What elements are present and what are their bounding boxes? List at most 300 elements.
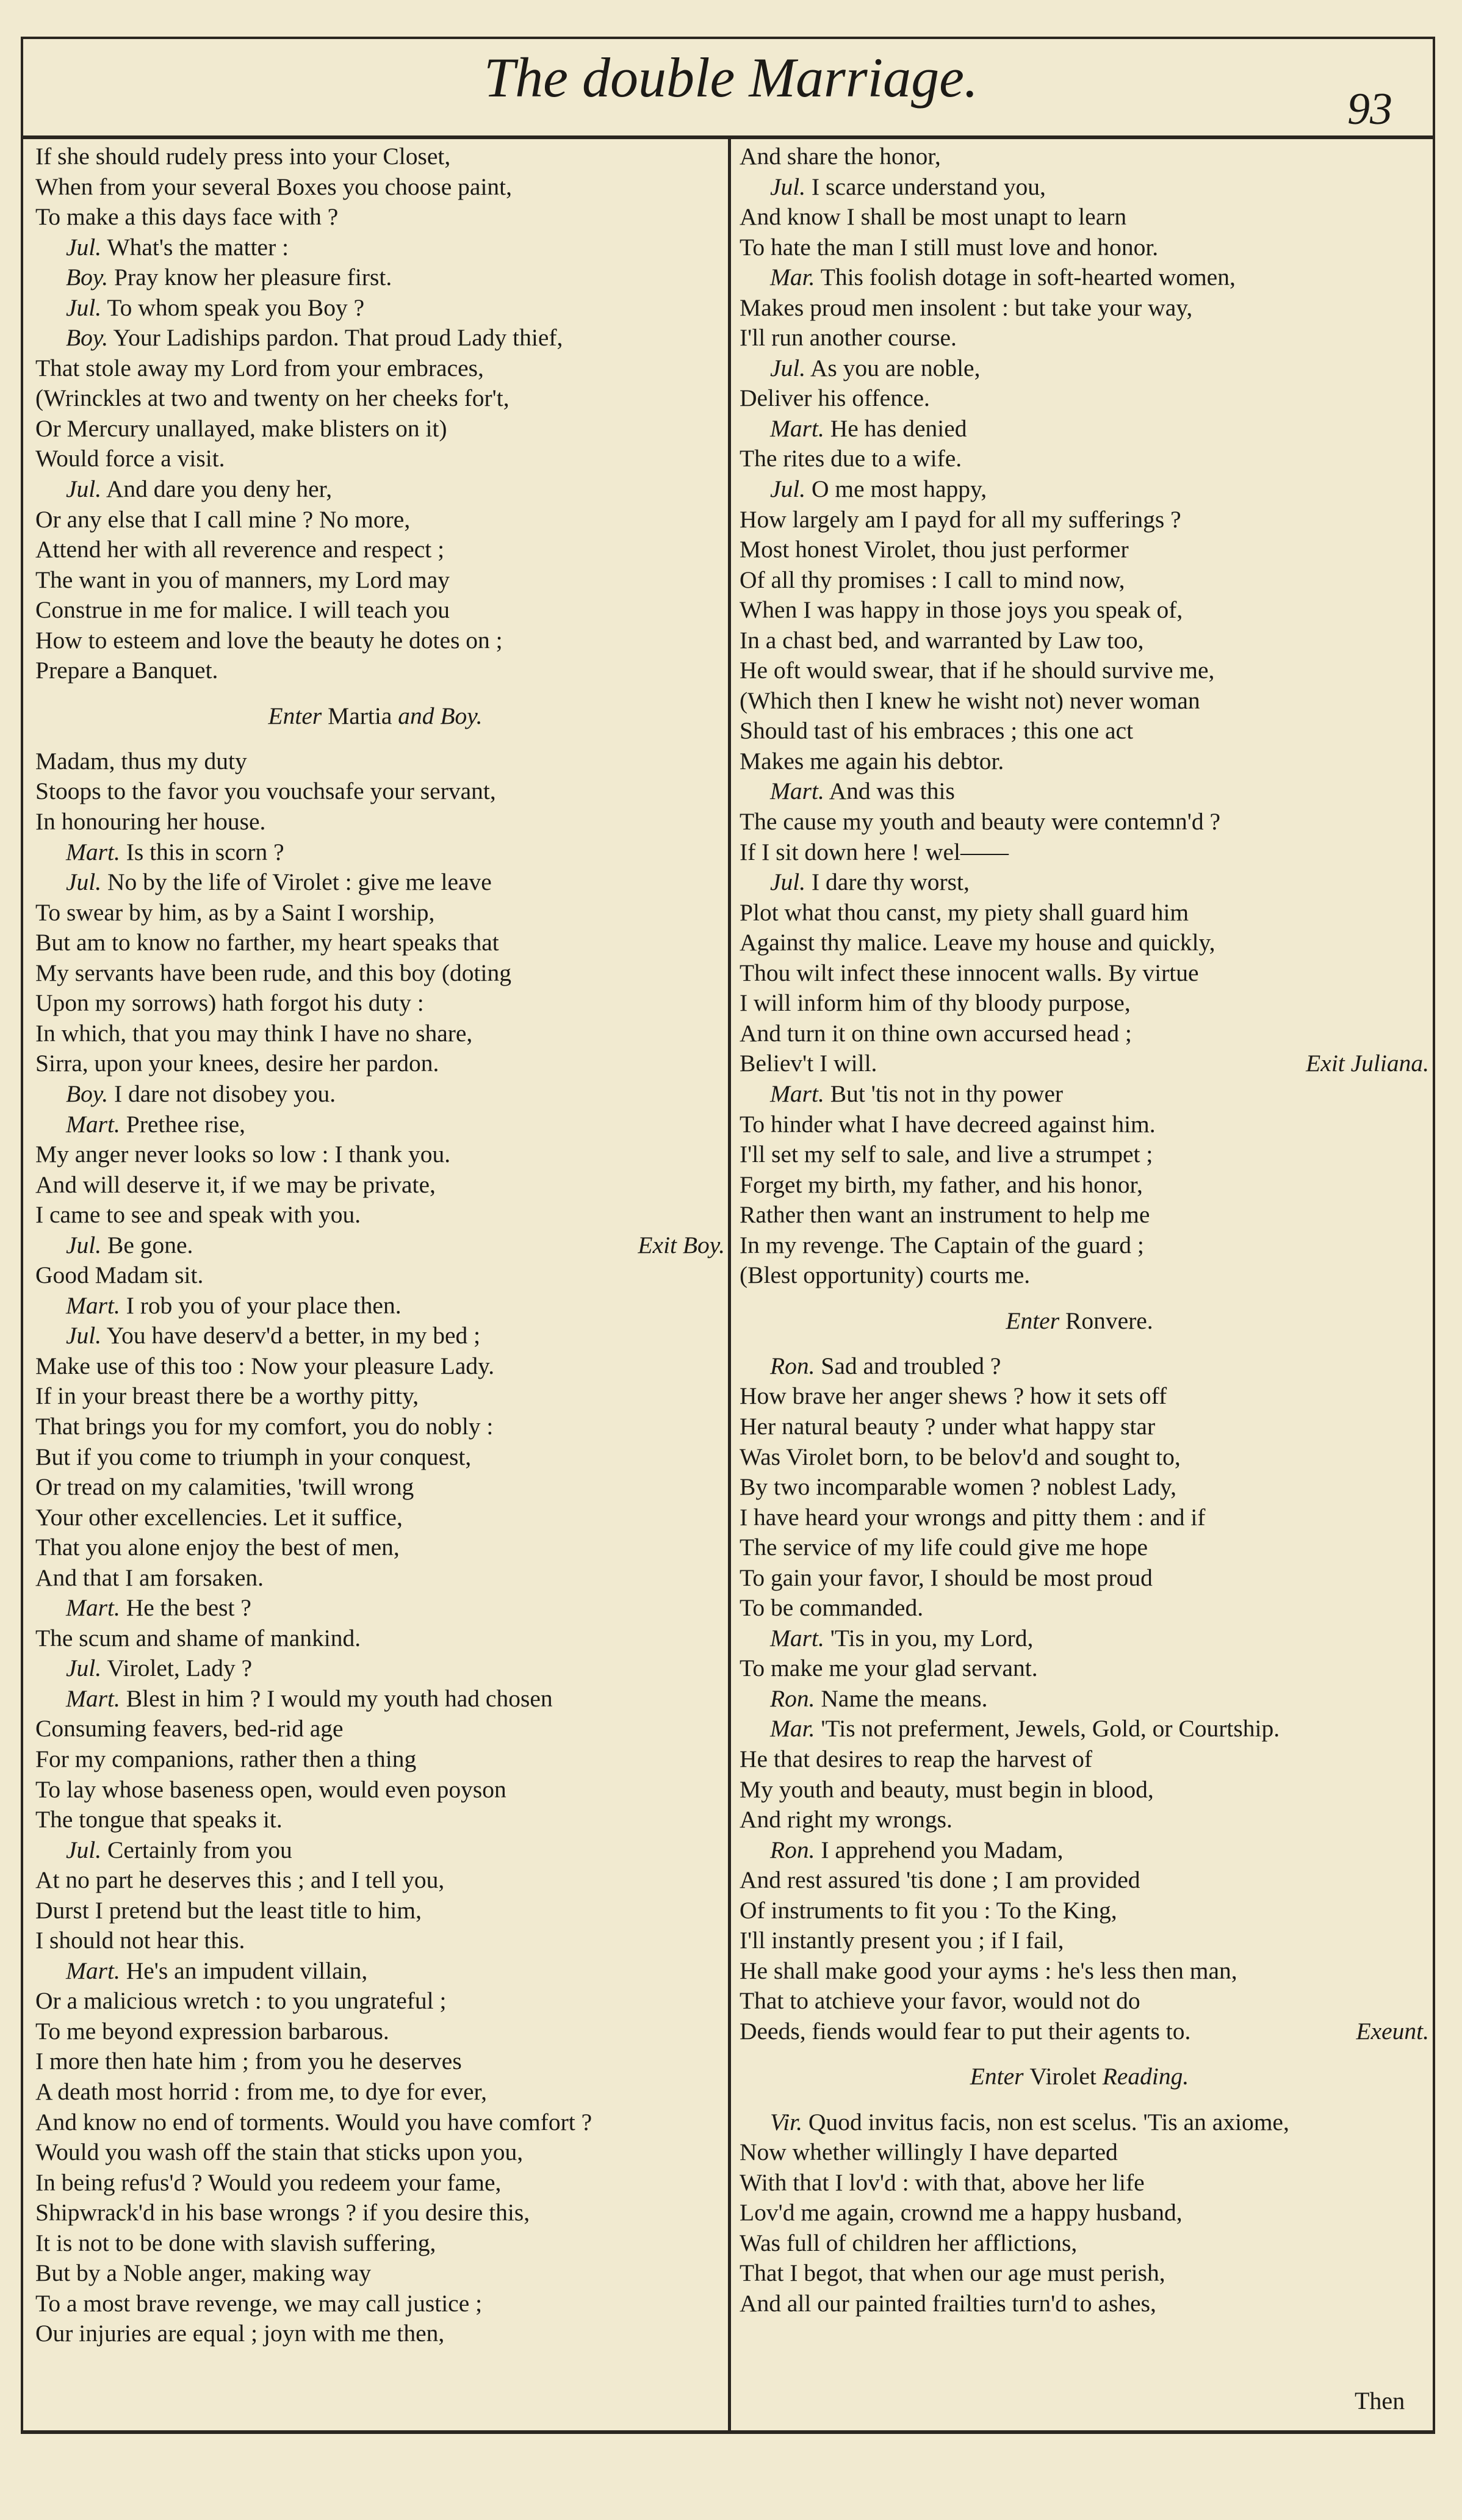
line-text: But by a Noble anger, making way xyxy=(35,2259,372,2287)
exit-direction: Exeunt. xyxy=(1356,2017,1429,2045)
speaker-name: Boy. xyxy=(66,264,109,291)
verse-line xyxy=(32,626,715,656)
verse-line xyxy=(736,414,1419,444)
line-text: Our injuries are equal ; joyn with me then, xyxy=(35,2320,445,2347)
line-text: It is not to be done with slavish suffering, xyxy=(35,2229,436,2256)
verse-line xyxy=(736,1684,1419,1714)
verse-line xyxy=(32,142,715,172)
line-text: To swear by him, as by a Saint I worship, xyxy=(35,898,435,926)
line-text: Pray know her pleasure first. xyxy=(113,264,392,291)
verse-line xyxy=(32,2107,715,2138)
line-text: A death most horrid : from me, to dye for ever, xyxy=(35,2078,487,2105)
line-text: The service of my life could give me hope xyxy=(740,1534,1148,1561)
verse-line xyxy=(32,1321,715,1351)
line-text: Be gone. xyxy=(107,1231,193,1258)
verse-line xyxy=(736,2258,1419,2289)
verse-line xyxy=(736,262,1419,293)
line-text: Lov'd me again, crownd me a happy husband, xyxy=(740,2199,1183,2226)
line-text: And share the honor, xyxy=(740,143,941,170)
line-text: That to atchieve your favor, would not do xyxy=(740,1987,1140,2015)
verse-line xyxy=(736,1956,1419,1987)
line-text: And know I shall be most unapt to learn xyxy=(740,203,1127,231)
speaker-name: Jul. xyxy=(66,868,102,896)
line-text: To hinder what I have decreed against him. xyxy=(740,1110,1156,1138)
verse-line xyxy=(736,837,1419,868)
line-text: And was this xyxy=(829,778,955,805)
speaker-name: Mart. xyxy=(770,778,824,805)
line-text: Your other excellencies. Let it suffice, xyxy=(35,1503,403,1531)
line-text: Certainly from you xyxy=(107,1836,292,1863)
verse-line xyxy=(32,474,715,505)
header-rule xyxy=(21,135,1433,139)
speaker-name: Jul. xyxy=(770,173,806,200)
verse-line xyxy=(32,1533,715,1563)
line-text: Against thy malice. Leave my house and quickly, xyxy=(740,929,1215,956)
line-text: As you are noble, xyxy=(810,354,981,381)
line-text: That brings you for my comfort, you do nobly : xyxy=(35,1412,494,1440)
line-text: The cause my youth and beauty were contemn'd ? xyxy=(740,808,1221,836)
line-text: Consuming feavers, bed-rid age xyxy=(35,1715,344,1742)
verse-line xyxy=(736,1896,1419,1926)
stage-direction-verb: Enter xyxy=(970,2063,1024,2090)
verse-line xyxy=(32,776,715,807)
page-number: 93 xyxy=(1347,84,1392,134)
line-text: And that I am forsaken. xyxy=(35,1564,264,1591)
line-text: Name the means. xyxy=(821,1684,988,1712)
verse-line xyxy=(32,1684,715,1714)
verse-line xyxy=(736,142,1419,172)
verse-line xyxy=(32,1170,715,1200)
speaker-name: Jul. xyxy=(66,1836,102,1863)
verse-line xyxy=(736,1744,1419,1775)
line-text: I scarce understand you, xyxy=(812,173,1046,200)
speaker-name: Mar. xyxy=(770,1715,815,1742)
verse-line xyxy=(32,1503,715,1533)
verse-line xyxy=(32,1291,715,1321)
line-text: I more then hate him ; from you he deserves xyxy=(35,2048,462,2075)
line-text: 'Tis not preferment, Jewels, Gold, or Courtship. xyxy=(821,1715,1280,1742)
verse-line xyxy=(32,1744,715,1775)
verse-line xyxy=(32,565,715,596)
verse-line xyxy=(32,928,715,958)
verse-line xyxy=(736,202,1419,233)
stage-direction-verb: Enter xyxy=(268,702,322,729)
line-text: And rest assured 'tis done ; I am provided xyxy=(740,1866,1140,1894)
verse-line xyxy=(32,1110,715,1140)
line-text: Madam, thus my duty xyxy=(35,747,247,774)
line-text: To be commanded. xyxy=(740,1594,924,1622)
line-text: Prepare a Banquet. xyxy=(35,657,218,684)
speaker-name: Jul. xyxy=(66,1231,102,1258)
verse-line xyxy=(32,2137,715,2168)
verse-line xyxy=(736,1019,1419,1049)
verse-line xyxy=(736,1139,1419,1170)
verse-line xyxy=(32,202,715,233)
verse-line xyxy=(32,262,715,293)
line-text: The scum and shame of mankind. xyxy=(35,1624,361,1652)
line-text: 'Tis in you, my Lord, xyxy=(830,1624,1034,1652)
line-text: I have heard your wrongs and pitty them : and if xyxy=(740,1503,1206,1531)
line-text: That stole away my Lord from your embraces, xyxy=(35,354,484,381)
line-text: And all our painted frailties turn'd to ashes, xyxy=(740,2289,1156,2317)
verse-line xyxy=(32,1351,715,1382)
line-text: But if you come to triumph in your conquest, xyxy=(35,1443,472,1470)
verse-line xyxy=(32,595,715,626)
running-title: The double Marriage. xyxy=(483,46,979,109)
speaker-name: Ron. xyxy=(770,1836,815,1863)
line-text: Would force a visit. xyxy=(35,445,225,472)
line-text: Of all thy promises : I call to mind now, xyxy=(740,566,1125,593)
verse-line xyxy=(32,1956,715,1987)
verse-line xyxy=(736,383,1419,414)
speaker-name: Mart. xyxy=(66,1594,120,1622)
verse-line xyxy=(736,1110,1419,1140)
speaker-name: Ron. xyxy=(770,1684,815,1712)
verse-line xyxy=(736,686,1419,717)
line-text: You have deserv'd a better, in my bed ; xyxy=(106,1322,481,1349)
stage-direction xyxy=(736,2046,1419,2107)
line-text: Or any else that I call mine ? No more, xyxy=(35,505,411,533)
line-text: I'll run another course. xyxy=(740,324,957,352)
line-text: In being refus'd ? Would you redeem your fame, xyxy=(35,2168,502,2196)
verse-line xyxy=(736,1533,1419,1563)
line-text: Is this in scorn ? xyxy=(126,838,284,865)
line-text: I'll instantly present you ; if I fail, xyxy=(740,1927,1064,1954)
verse-line xyxy=(736,1200,1419,1230)
verse-line xyxy=(736,505,1419,535)
verse-line xyxy=(736,1381,1419,1412)
line-text: My anger never looks so low : I thank you. xyxy=(35,1141,451,1168)
line-text: In which, that you may think I have no share, xyxy=(35,1019,473,1047)
stage-direction-character: Martia xyxy=(328,702,392,729)
verse-line xyxy=(736,1775,1419,1805)
verse-line xyxy=(32,655,715,686)
verse-line xyxy=(32,233,715,263)
verse-line xyxy=(736,1835,1419,1866)
speaker-name: Jul. xyxy=(66,294,102,321)
speaker-name: Jul. xyxy=(66,475,102,503)
line-text: To gain your favor, I should be most proud xyxy=(740,1564,1153,1591)
line-text: I will inform him of thy bloody purpose, xyxy=(740,989,1131,1017)
verse-line xyxy=(736,1170,1419,1200)
line-text: I dare not disobey you. xyxy=(113,1080,336,1107)
line-text: I apprehend you Madam, xyxy=(821,1836,1064,1863)
line-text: Shipwrack'd in his base wrongs ? if you desire this, xyxy=(35,2199,530,2226)
line-text: This foolish dotage in soft-hearted women, xyxy=(820,264,1236,291)
speaker-name: Jul. xyxy=(770,475,806,503)
line-text: No by the life of Virolet : give me leave xyxy=(107,868,492,896)
verse-line xyxy=(736,1865,1419,1896)
verse-line xyxy=(736,1623,1419,1654)
line-text: Makes proud men insolent : but take your way, xyxy=(740,294,1193,321)
verse-line xyxy=(736,2289,1419,2319)
verse-line xyxy=(736,2168,1419,2198)
column-divider xyxy=(728,139,731,2430)
line-text: Thou wilt infect these innocent walls. By virtue xyxy=(740,959,1199,986)
speaker-name: Mart. xyxy=(66,1684,120,1712)
line-text: Or Mercury unallayed, make blisters on it) xyxy=(35,414,447,442)
verse-line xyxy=(32,898,715,928)
line-text: Attend her with all reverence and respect ; xyxy=(35,536,445,563)
line-text: He the best ? xyxy=(126,1594,251,1622)
verse-line xyxy=(32,1986,715,2016)
line-text: And turn it on thine own accursed head ; xyxy=(740,1019,1132,1047)
line-text: If I sit down here ! wel—— xyxy=(740,838,1009,865)
line-text: Sad and troubled ? xyxy=(821,1352,1001,1379)
line-text: Forget my birth, my father, and his honor, xyxy=(740,1171,1143,1198)
verse-line xyxy=(32,2168,715,2198)
line-text: At no part he deserves this ; and I tell you, xyxy=(35,1866,445,1894)
verse-line xyxy=(32,293,715,323)
verse-line xyxy=(736,626,1419,656)
line-text: If in your breast there be a worthy pitty, xyxy=(35,1382,419,1410)
right-column xyxy=(736,142,1429,2319)
verse-line xyxy=(736,1412,1419,1442)
verse-line xyxy=(32,1653,715,1684)
line-text: Now whether willingly I have departed xyxy=(740,2139,1118,2166)
verse-line xyxy=(736,1442,1419,1473)
verse-line xyxy=(736,233,1419,263)
line-text: (Blest opportunity) courts me. xyxy=(740,1262,1031,1289)
speaker-name: Jul. xyxy=(66,1322,102,1349)
line-text: I'll set my self to sale, and live a strumpet ; xyxy=(740,1141,1153,1168)
line-text: That I begot, that when our age must perish, xyxy=(740,2259,1165,2287)
verse-line xyxy=(736,2137,1419,2168)
verse-line xyxy=(736,1472,1419,1503)
verse-line xyxy=(736,1049,1429,1079)
speaker-name: Jul. xyxy=(66,1655,102,1682)
line-text: Rather then want an instrument to help me xyxy=(740,1201,1150,1229)
line-text: To hate the man I still must love and honor. xyxy=(740,233,1159,261)
speaker-name: Mart. xyxy=(770,1080,824,1107)
line-text: Stoops to the favor you vouchsafe your servant, xyxy=(35,778,496,805)
line-text: He has denied xyxy=(830,414,967,442)
verse-line xyxy=(32,1805,715,1835)
verse-line xyxy=(736,898,1419,928)
verse-line xyxy=(736,1563,1419,1594)
line-text: Or tread on my calamities, 'twill wrong xyxy=(35,1473,414,1501)
line-text: I came to see and speak with you. xyxy=(35,1201,361,1229)
speaker-name: Boy. xyxy=(66,324,109,352)
line-text: To a most brave revenge, we may call justice ; xyxy=(35,2289,483,2317)
speaker-name: Jul. xyxy=(770,354,806,381)
verse-line xyxy=(32,958,715,989)
verse-line xyxy=(32,1896,715,1926)
verse-line xyxy=(32,1230,725,1261)
catchword: Then xyxy=(1355,2387,1405,2414)
stage-direction xyxy=(32,686,715,746)
verse-line xyxy=(736,988,1419,1019)
speaker-name: Jul. xyxy=(66,233,102,261)
verse-line xyxy=(32,988,715,1019)
line-text: How brave her anger shews ? how it sets off xyxy=(740,1382,1167,1410)
line-text: Most honest Virolet, thou just performer xyxy=(740,536,1129,563)
verse-line xyxy=(32,1442,715,1473)
line-text: To me beyond expression barbarous. xyxy=(35,2017,389,2045)
line-text: But 'tis not in thy power xyxy=(830,1080,1064,1107)
line-text: Would you wash off the stain that sticks upon you, xyxy=(35,2139,524,2166)
line-text: Good Madam sit. xyxy=(35,1262,204,1289)
stage-direction-character: Ronvere. xyxy=(1065,1307,1153,1334)
verse-line xyxy=(736,807,1419,837)
line-text: In my revenge. The Captain of the guard ; xyxy=(740,1231,1144,1258)
line-text: If she should rudely press into your Closet, xyxy=(35,143,451,170)
verse-line xyxy=(32,867,715,898)
verse-line xyxy=(736,958,1419,989)
line-text: Make use of this too : Now your pleasure Lady. xyxy=(35,1352,495,1379)
verse-line xyxy=(736,1260,1419,1291)
verse-line xyxy=(736,1593,1419,1623)
verse-line xyxy=(32,353,715,384)
verse-line xyxy=(736,474,1419,505)
stage-direction-verb: Enter xyxy=(1006,1307,1060,1334)
verse-line xyxy=(736,353,1419,384)
verse-line xyxy=(32,444,715,474)
verse-line xyxy=(32,1260,715,1291)
line-text: And know no end of torments. Would you have comfort ? xyxy=(35,2108,592,2136)
verse-line xyxy=(32,1472,715,1503)
line-text: And right my wrongs. xyxy=(740,1806,952,1833)
line-text: How largely am I payd for all my sufferings ? xyxy=(740,505,1181,533)
verse-line xyxy=(32,1775,715,1805)
verse-line xyxy=(736,323,1419,353)
line-text: I dare thy worst, xyxy=(812,868,970,896)
verse-line xyxy=(736,655,1419,686)
line-text: He's an impudent villain, xyxy=(126,1957,368,1984)
line-text: When from your several Boxes you choose paint, xyxy=(35,173,513,200)
line-text: The want in you of manners, my Lord may xyxy=(35,566,450,593)
line-text: Construe in me for malice. I will teach you xyxy=(35,596,450,624)
verse-line xyxy=(736,1079,1419,1110)
line-text: I should not hear this. xyxy=(35,1927,245,1954)
verse-line xyxy=(736,716,1419,746)
verse-line xyxy=(736,1503,1419,1533)
verse-line xyxy=(32,1019,715,1049)
line-text: In a chast bed, and warranted by Law too, xyxy=(740,626,1144,654)
speaker-name: Mart. xyxy=(66,838,120,865)
left-column xyxy=(32,142,725,2349)
verse-line xyxy=(32,383,715,414)
line-text: He oft would swear, that if he should survive me, xyxy=(740,657,1215,684)
line-text: Durst I pretend but the least title to him, xyxy=(35,1896,422,1924)
line-text: Upon my sorrows) hath forgot his duty : xyxy=(35,989,424,1017)
stage-direction-rest: and Boy. xyxy=(398,702,483,729)
verse-line xyxy=(32,1139,715,1170)
verse-line xyxy=(32,746,715,777)
verse-line xyxy=(32,2077,715,2107)
line-text: Makes me again his debtor. xyxy=(740,747,1004,774)
verse-line xyxy=(32,2046,715,2077)
line-text: Was Virolet born, to be belov'd and sought to, xyxy=(740,1443,1181,1470)
line-text: Believ't I will. xyxy=(740,1050,877,1077)
line-text: In honouring her house. xyxy=(35,808,266,836)
line-text: When I was happy in those joys you speak of, xyxy=(740,596,1183,624)
exit-direction: Exit Boy. xyxy=(638,1231,725,1258)
verse-line xyxy=(32,1593,715,1623)
stage-direction-rest: Reading. xyxy=(1102,2063,1189,2090)
footer-rule xyxy=(21,2430,1433,2433)
stage-direction xyxy=(736,1291,1419,1351)
verse-line xyxy=(32,505,715,535)
speaker-name: Mart. xyxy=(770,414,824,442)
verse-line xyxy=(736,776,1419,807)
verse-line xyxy=(32,1079,715,1110)
verse-line xyxy=(736,293,1419,323)
verse-line xyxy=(32,2198,715,2228)
verse-line xyxy=(32,1926,715,1956)
line-text: That you alone enjoy the best of men, xyxy=(35,1534,400,1561)
speaker-name: Mar. xyxy=(770,264,815,291)
line-text: My youth and beauty, must begin in blood, xyxy=(740,1775,1154,1803)
line-text: To lay whose baseness open, would even poyson xyxy=(35,1775,506,1803)
verse-line xyxy=(736,1805,1419,1835)
speaker-name: Boy. xyxy=(66,1080,109,1107)
line-text: Blest in him ? I would my youth had chosen xyxy=(126,1684,553,1712)
verse-line xyxy=(736,595,1419,626)
verse-line xyxy=(32,172,715,203)
line-text: (Wrinckles at two and twenty on her cheeks for't, xyxy=(35,384,510,412)
verse-line xyxy=(32,2016,715,2047)
verse-line xyxy=(736,2107,1419,2138)
verse-line xyxy=(32,1563,715,1594)
speaker-name: Mart. xyxy=(770,1624,824,1652)
line-text: To make a this days face with ? xyxy=(35,203,339,231)
verse-line xyxy=(32,414,715,444)
verse-line xyxy=(736,1926,1419,1956)
verse-line xyxy=(736,746,1419,777)
line-text: Sirra, upon your knees, desire her pardon. xyxy=(35,1050,439,1077)
verse-line xyxy=(736,535,1419,565)
verse-line xyxy=(32,1865,715,1896)
verse-line xyxy=(736,928,1419,958)
speaker-name: Jul. xyxy=(770,868,806,896)
verse-line xyxy=(32,1381,715,1412)
line-text: For my companions, rather then a thing xyxy=(35,1745,417,1772)
verse-line xyxy=(32,2319,715,2349)
line-text: He that desires to reap the harvest of xyxy=(740,1745,1093,1772)
exit-direction: Exit Juliana. xyxy=(1306,1050,1429,1077)
line-text: (Which then I knew he wisht not) never woman xyxy=(740,687,1200,714)
line-text: Or a malicious wretch : to you ungrateful ; xyxy=(35,1987,447,2015)
line-text: What's the matter : xyxy=(107,233,289,261)
line-text: I rob you of your place then. xyxy=(126,1291,402,1319)
line-text: Your Ladiships pardon. That proud Lady thief, xyxy=(113,324,563,352)
line-text: Should tast of his embraces ; this one act xyxy=(740,717,1134,745)
line-text: My servants have been rude, and this boy (doting xyxy=(35,959,511,986)
verse-line xyxy=(32,535,715,565)
stage-direction-character: Virolet xyxy=(1029,2063,1096,2090)
verse-line xyxy=(736,2016,1429,2047)
line-text: The rites due to a wife. xyxy=(740,445,962,472)
verse-line xyxy=(32,1049,715,1079)
verse-line xyxy=(32,323,715,353)
line-text: The tongue that speaks it. xyxy=(35,1806,283,1833)
verse-line xyxy=(736,172,1419,203)
verse-line xyxy=(736,444,1419,474)
speaker-name: Mart. xyxy=(66,1957,120,1984)
verse-line xyxy=(32,1835,715,1866)
line-text: By two incomparable women ? noblest Lady, xyxy=(740,1473,1176,1501)
verse-line xyxy=(736,1351,1419,1382)
line-text: Quod invitus facis, non est scelus. 'Tis an axiome, xyxy=(808,2108,1289,2136)
verse-line xyxy=(736,2198,1419,2228)
speaker-name: Mart. xyxy=(66,1291,120,1319)
line-text: Prethee rise, xyxy=(126,1110,245,1138)
line-text: Plot what thou canst, my piety shall guard him xyxy=(740,898,1189,926)
verse-line xyxy=(32,1623,715,1654)
line-text: And will deserve it, if we may be private, xyxy=(35,1171,436,1198)
line-text: Deliver his offence. xyxy=(740,384,930,412)
